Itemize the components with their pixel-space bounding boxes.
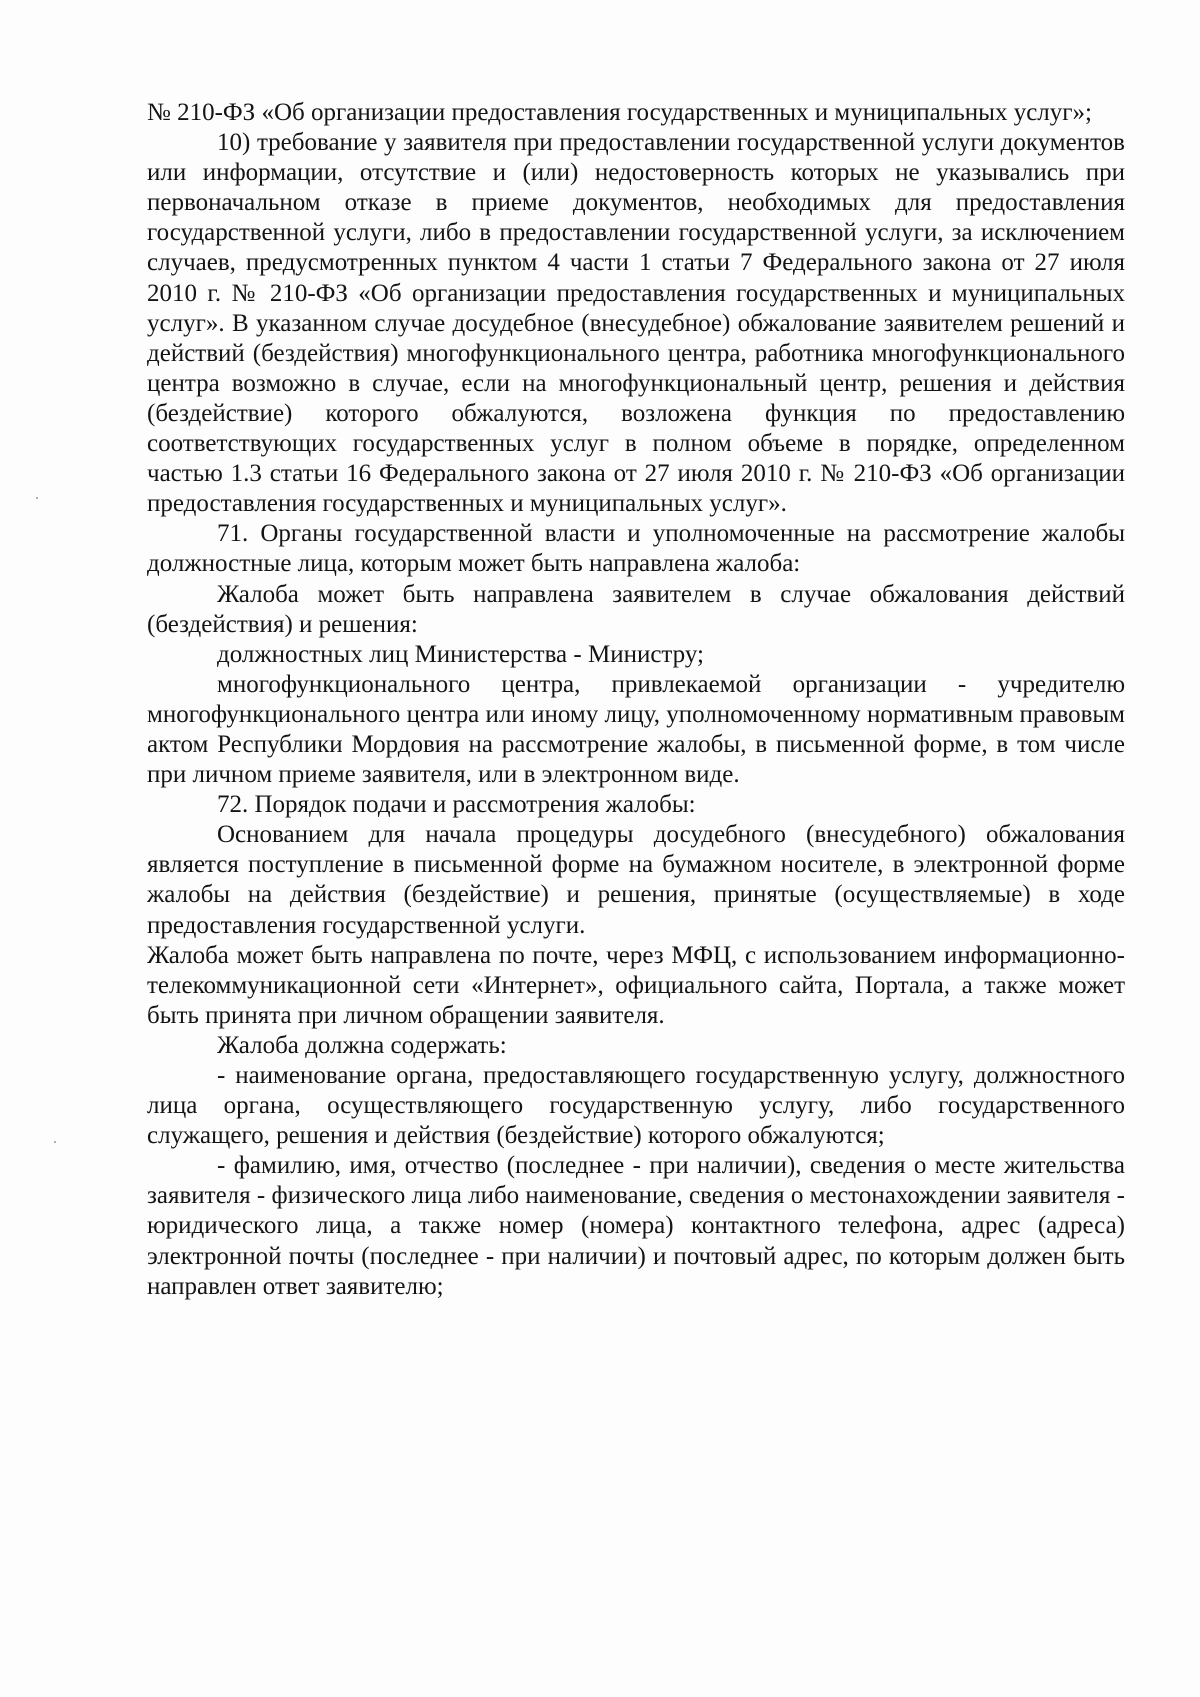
paragraph-submission-channels: Жалоба может быть направлена по почте, через МФЦ, с использованием информационно-телекоммуникационной сети «Интернет», официального сайта, Портала, а также может быть принята при личном обращении заявителя. — [147, 941, 1125, 1029]
paragraph-ministry-officials: должностных лиц Министерства - Министру; — [217, 640, 704, 668]
paragraph-mfc: многофункционального центра, привлекаемой организации - учредителю многофункционального центра или иному лицу, уполномоченному нормативным правовым актом Республики Мордовия на рассмотрение жалобы, в письменной форме, в том числе при личном приеме заявителя, или в электронном виде. — [147, 670, 1125, 789]
paragraph-72-heading: 72. Порядок подачи и рассмотрения жалобы: — [217, 791, 696, 819]
scan-speck — [54, 1141, 56, 1143]
document-body — [147, 98, 1125, 1302]
paragraph-contents-heading: Жалоба должна содержать: — [217, 1031, 507, 1059]
list-item-authority-name: - наименование органа, предоставляющего государственную услугу, должностного лица органа, осуществляющего государственную услугу, либо государственного служащего, решения и действия (бездействие) которого обжалуются; — [147, 1062, 1125, 1150]
paragraph-grounds: Основанием для начала процедуры досудебного (внесудебного) обжалования является поступление в письменной форме на бумажном носителе, в электронной форме жалобы на действия (бездействие) и решения, принятые (осуществляемые) в ходе предоставления государственной услуги. — [147, 821, 1125, 939]
paragraph-complaint-scope: Жалоба может быть направлена заявителем в случае обжалования действий (бездействия) и решения: — [147, 580, 1125, 638]
paragraph-71-heading: 71. Органы государственной власти и уполномоченные на рассмотрение жалобы должностные лица, которым может быть направлена жалоба: — [147, 520, 1125, 578]
scan-speck — [36, 497, 38, 499]
paragraph-item-10: 10) требование у заявителя при предоставлении государственной услуги документов или информации, отсутствие и (или) недостоверность которых не указывались при первоначальном отказе в приеме документов, необходимых для предоставления государственной услуги, либо в предоставлении государственной услуги, за исключением случаев, предусмотренных пунктом 4 части 1 статьи 7 Федерального закона от 27 июля 2010 г. № 210-ФЗ «Об организации предоставления государственных и муниципальных услуг». В указанном случае досудебное (внесудебное) обжалование заявителем решений и действий (бездействия) многофункционального центра, работника многофункционального центра возможно в случае, если на многофункциональный центр, решения и действия (бездействие) которого обжалуются, возложена функция по предоставлению соответствующих государственных услуг в полном объеме в порядке, определенном частью 1.3 статьи 16 Федерального закона от 27 июля 2010 г. № 210-ФЗ «Об организации предоставления государственных и муниципальных услуг». — [147, 129, 1125, 518]
paragraph-law-reference-continuation: № 210-ФЗ «Об организации предоставления государственных и муниципальных услуг»; — [147, 99, 1092, 126]
list-item-applicant-details: - фамилию, имя, отчество (последнее - при наличии), сведения о месте жительства заявителя - физического лица либо наименование, сведения о местонахождении заявителя - юридического лица, а также номер (номера) контактного телефона, адрес (адреса) электронной почты (последнее - при наличии) и почтовый адрес, по которым должен быть направлен ответ заявителю; — [147, 1152, 1125, 1300]
